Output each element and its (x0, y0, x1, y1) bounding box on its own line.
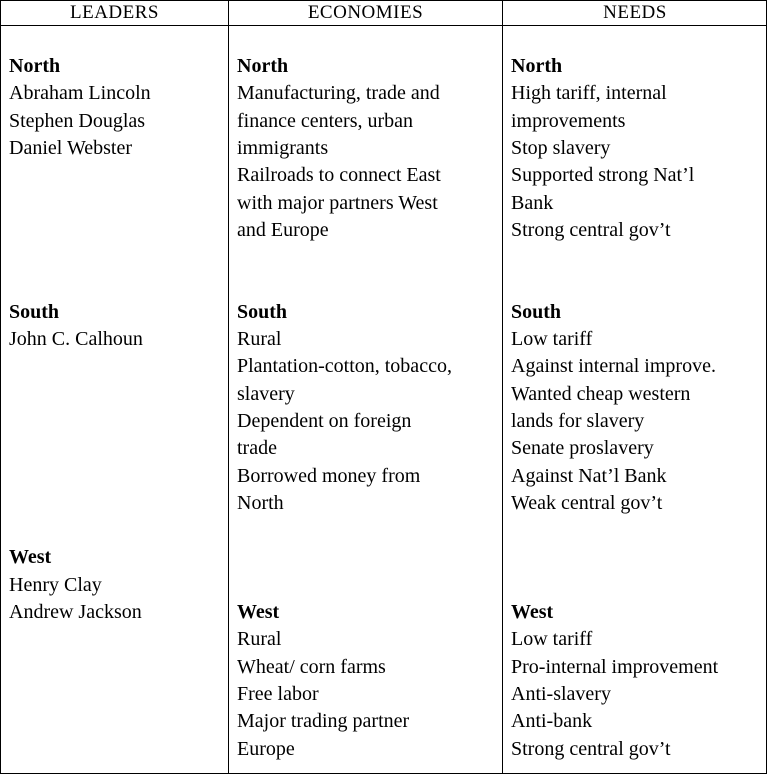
leaders-line: West (9, 546, 52, 569)
needs-line: Low tariff (511, 328, 593, 350)
needs-line: Wanted cheap western (511, 382, 691, 405)
needs-line: Strong central gov’t (511, 737, 671, 760)
needs-line: Anti-bank (511, 710, 593, 733)
needs-line: North (511, 55, 563, 77)
economies-line: Major trading partner (237, 710, 410, 733)
needs-line: Stop slavery (511, 136, 611, 159)
needs-line: improvements (511, 109, 626, 132)
column-divider-1 (228, 1, 229, 773)
economies-line: and Europe (237, 218, 329, 241)
needs-line: South (511, 300, 562, 323)
leaders-line: Andrew Jackson (9, 601, 142, 623)
economies-line: Free labor (237, 682, 319, 705)
header-economies: ECONOMIES (307, 2, 424, 23)
leaders-line: Daniel Webster (9, 136, 132, 159)
needs-line: Weak central gov’t (511, 491, 663, 514)
economies-line: Manufacturing, trade and (237, 82, 440, 105)
economies-line: Wheat/ corn farms (237, 655, 386, 678)
header-leaders: LEADERS (70, 2, 159, 23)
needs-line: High tariff, internal (511, 82, 667, 105)
leaders-line: Abraham Lincoln (9, 82, 151, 105)
economies-line: Borrowed money from (237, 464, 421, 487)
needs-line: Against Nat’l Bank (511, 464, 667, 487)
needs-line: Against internal improve. (511, 355, 716, 378)
economies-line: Dependent on foreign (237, 409, 412, 432)
needs-line: lands for slavery (511, 409, 645, 432)
leaders-line: Henry Clay (9, 573, 102, 596)
needs-line: Anti-slavery (511, 682, 611, 705)
economies-line: North (237, 491, 284, 514)
economies-line: immigrants (237, 136, 329, 159)
needs-line: Senate proslavery (511, 437, 654, 460)
leaders-line: Stephen Douglas (9, 109, 146, 132)
needs-line: Low tariff (511, 628, 593, 651)
leaders-line: North (9, 55, 61, 77)
economies-line: slavery (237, 382, 295, 405)
column-divider-2 (502, 1, 503, 773)
needs-line: Supported strong Nat’l (511, 164, 695, 187)
economies-line: South (237, 300, 288, 323)
needs-line: Strong central gov’t (511, 218, 671, 241)
leaders-line: John C. Calhoun (9, 328, 143, 350)
leaders-line: South (9, 300, 60, 323)
economies-line: Europe (237, 737, 295, 760)
economies-line: Rural (237, 328, 282, 350)
economies-line: Plantation-cotton, tobacco, (237, 355, 452, 378)
economies-line: West (237, 601, 280, 623)
needs-line: West (511, 601, 554, 623)
economies-line: Railroads to connect East (237, 164, 441, 187)
economies-line: trade (237, 437, 277, 460)
needs-line: Bank (511, 191, 554, 214)
needs-line: Pro-internal improvement (511, 655, 719, 678)
economies-line: Rural (237, 628, 282, 651)
economies-line: finance centers, urban (237, 109, 414, 132)
economies-line: North (237, 55, 289, 77)
header-needs: NEEDS (603, 2, 667, 23)
economies-line: with major partners West (237, 191, 438, 214)
